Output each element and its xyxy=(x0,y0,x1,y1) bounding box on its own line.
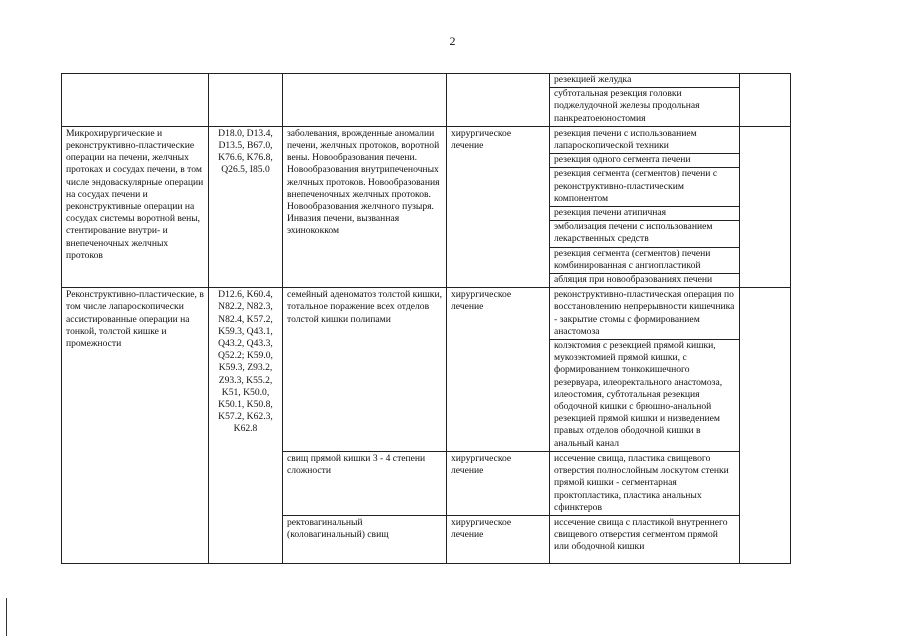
code-line: D18.0, D13.4, xyxy=(218,127,273,139)
methods-cell xyxy=(550,451,740,515)
methods-cell xyxy=(550,126,740,287)
empty-cell xyxy=(740,126,791,287)
methods-cell xyxy=(550,515,740,563)
treatment-cell xyxy=(447,74,550,127)
code-line: D12.6, K60.4, xyxy=(218,289,273,301)
name-cell: Микрохирургические и реконструктивно-пластические операции на печени, желчных протоках и сосудах печени, в том числе эндоваскулярные операции на сосудах печени и реконструктивные операции на сосудах системы воротной вены, стентирование внутри- и внепеченочных желчных протоков xyxy=(62,126,209,287)
table-row xyxy=(62,74,791,127)
method-item: иссечение свища с пластикой внутреннего свищевого отверстия сегментом прямой или ободочной кишки xyxy=(554,516,728,553)
disease-cell: свищ прямой кишки 3 - 4 степени сложности xyxy=(283,451,447,515)
code-line: K59.3, Z93.2, xyxy=(218,362,273,374)
disease-cell: заболевания, врожденные аномалии печени, желчных протоков, воротной вены. Новообразования печени. Новообразования внутрипеченочных желчных протоков. Новообразования внепеченочных желчных протоков. Новообразования желчного пузыря. Инвазия печени, вызванная эхинококком xyxy=(283,126,447,287)
method-item: резекцией желудка xyxy=(550,74,739,88)
name-cell: Реконструктивно-пластические, в том числе лапароскопически ассистированные операции на тонкой, толстой кишке и промежности xyxy=(62,288,209,564)
empty-cell xyxy=(740,288,791,564)
table-row xyxy=(62,126,791,287)
methods-cell xyxy=(550,288,740,452)
code-line: Q26.5, I85.0 xyxy=(221,164,270,176)
code-line: Q52.2; K59.0, xyxy=(218,350,273,362)
medical-care-table xyxy=(61,73,791,564)
code-line: K62.8 xyxy=(233,423,258,435)
method-item: резекция одного сегмента печени xyxy=(550,154,739,168)
treatment-cell: хирургическое лечение xyxy=(447,288,550,452)
method-item: резекция печени атипичная xyxy=(550,207,739,221)
empty-cell xyxy=(740,74,791,127)
page-number: 2 xyxy=(449,34,456,48)
codes-cell xyxy=(209,288,283,564)
code-line: N82.2, N82.3, xyxy=(218,301,273,313)
codes-cell xyxy=(209,126,283,287)
method-item: резекция сегмента (сегментов) печени с реконструктивно-пластическим компонентом xyxy=(550,168,739,207)
code-line: K51, K50.0, xyxy=(221,386,270,398)
treatment-cell: хирургическое лечение xyxy=(447,451,550,515)
code-line: K76.6, K76.8, xyxy=(218,152,273,164)
method-item: колэктомия с резекцией прямой кишки, мукозэктомией прямой кишки, с формированием тонкокишечного резервуара, илеоректального анастомоза, илеостомия, субтотальная резекция ободочной кишки с брюшно-анальной резекцией прямой кишки и низведением правых отделов ободочной кишки в анальный канал xyxy=(554,340,723,449)
codes-cell xyxy=(209,74,283,127)
method-item: субтотальная резекция головки поджелудочной железы продольная панкреатоеюностомия xyxy=(554,88,700,124)
method-item: абляция при новообразованиях печени xyxy=(554,274,713,286)
code-line: Q43.2, Q43.3, xyxy=(218,338,273,350)
disease-cell: ректовагинальный (коловагинальный) свищ xyxy=(283,515,447,563)
code-line: D13.5, B67.0, xyxy=(218,140,273,152)
methods-cell xyxy=(550,74,740,127)
disease-cell xyxy=(283,74,447,127)
name-cell xyxy=(62,74,209,127)
disease-cell: семейный аденоматоз толстой кишки, тотальное поражение всех отделов толстой кишки полипами xyxy=(283,288,447,452)
code-line: K59.3, Q43.1, xyxy=(218,325,273,337)
code-line: Z93.3, K55.2, xyxy=(218,374,273,386)
method-item: иссечение свища, пластика свищевого отверстия полнослойным лоскутом стенки прямой кишки - сегментарная проктопластика, пластика анальных сфинктеров xyxy=(554,452,729,513)
treatment-cell: хирургическое лечение xyxy=(447,126,550,287)
method-item: резекция печени с использованием лапароскопической техники xyxy=(550,128,739,154)
method-item: эмболизация печени с использованием лекарственных средств xyxy=(550,221,739,247)
code-line: K57.2, K62.3, xyxy=(218,411,273,423)
margin-line xyxy=(6,598,7,636)
code-line: N82.4, K57.2, xyxy=(218,313,273,325)
code-line: K50.1, K50.8, xyxy=(218,399,273,411)
method-item: резекция сегмента (сегментов) печени комбинированная с ангиопластикой xyxy=(550,248,739,274)
treatment-cell: хирургическое лечение xyxy=(447,515,550,563)
method-item: реконструктивно-пластическая операция по восстановлению непрерывности кишечника - закрытие стомы с формированием анастомоза xyxy=(550,289,739,340)
table-row xyxy=(62,288,791,452)
